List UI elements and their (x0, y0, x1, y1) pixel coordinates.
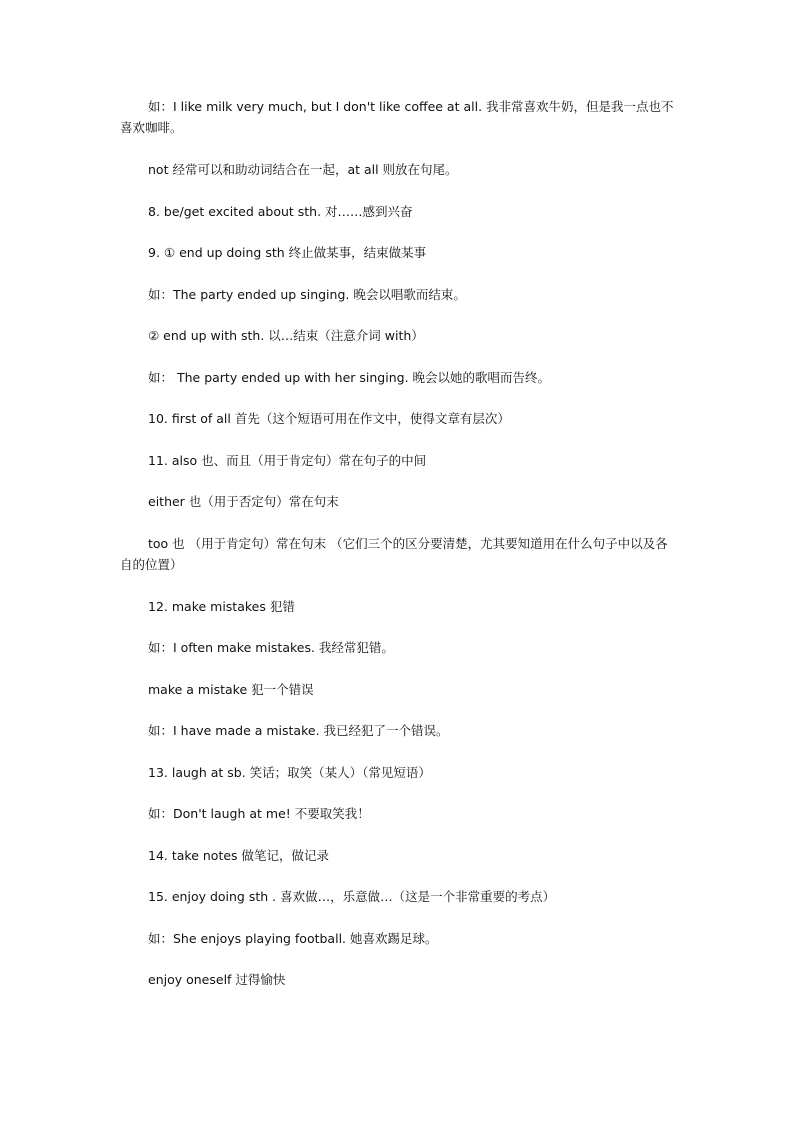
paragraph-item-10: 10. first of all 首先（这个短语可用在作文中，使得文章有层次） (148, 411, 510, 426)
paragraph-not-at-all: not 经常可以和助动词结合在一起，at all 则放在句尾。 (148, 162, 458, 177)
paragraph-make-a-mistake: make a mistake 犯一个错误 (148, 682, 314, 697)
paragraph-enjoy-oneself: enjoy oneself 过得愉快 (148, 972, 286, 987)
paragraph-example-laugh: 如：Don't laugh at me! 不要取笑我！ (148, 806, 370, 821)
paragraph-either: either 也（用于否定句）常在句末 (148, 494, 339, 509)
paragraph-example-made-mistake: 如：I have made a mistake. 我已经犯了一个错误。 (148, 723, 449, 738)
paragraph-item-8: 8. be/get excited about sth. 对……感到兴奋 (148, 204, 413, 219)
paragraph-example-singing: 如：The party ended up singing. 晚会以唱歌而结束。 (148, 287, 466, 302)
paragraph-item-13: 13. laugh at sb. 笑话；取笑（某人）（常见短语） (148, 765, 431, 780)
paragraph-example-milk: 如：I like milk very much, but I don't like coffee at all. 我非常喜欢牛奶，但是我一点也不喜欢咖啡。 (120, 99, 674, 135)
paragraph-example-her-singing: 如： The party ended up with her singing. 晚会以她的歌唱而告终。 (148, 370, 551, 385)
paragraph-example-mistakes: 如：I often make mistakes. 我经常犯错。 (148, 640, 394, 655)
paragraph-item-9: 9. ① end up doing sth 终止做某事，结束做某事 (148, 245, 427, 260)
paragraph-example-football: 如：She enjoys playing football. 她喜欢踢足球。 (148, 931, 438, 946)
paragraph-item-11: 11. also 也、而且（用于肯定句）常在句子的中间 (148, 453, 427, 468)
paragraph-item-14: 14. take notes 做笔记，做记录 (148, 848, 330, 863)
paragraph-too: too 也 （用于肯定句）常在句末 （它们三个的区分要清楚，尤其要知道用在什么句子中以及各自的位置） (120, 536, 668, 572)
paragraph-end-up-with: ② end up with sth. 以…结束（注意介词 with） (148, 328, 424, 343)
paragraph-item-12: 12. make mistakes 犯错 (148, 599, 295, 614)
paragraph-item-15: 15. enjoy doing sth . 喜欢做…，乐意做…（这是一个非常重要的考点） (148, 889, 556, 904)
